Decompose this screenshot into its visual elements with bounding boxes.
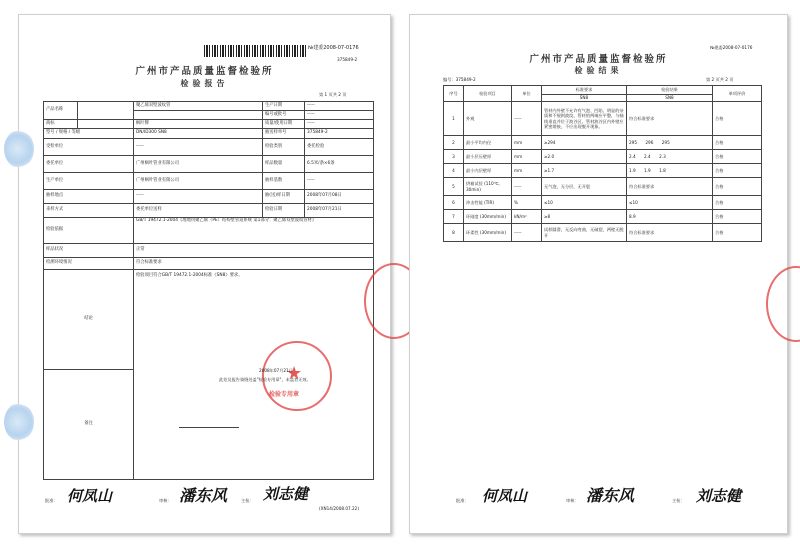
product-name-value: 聚乙烯双壁波纹管 [134,102,263,111]
row-no: 3 [444,150,464,164]
results-reviewer-label: 审核： [566,498,579,503]
sample-status-label: 样品状况 [44,244,134,258]
test-type-value: 委托检验 [305,139,374,156]
row-rating: 合格 [713,210,762,224]
report-form-table [43,101,374,480]
client-value: 广州枫叶管业有限公司 [134,156,263,173]
stamp-label: 检验专用章 [269,391,300,398]
table-row [444,102,762,136]
row-item: 最小内层壁厚 [464,164,512,178]
basis-value: GB/T 19472.1-2004《埋地用聚乙烯（PE）结构壁管道系统 第1部分：聚乙烯双壁波纹管材》 [134,218,374,244]
row-requirement: ≥294 [542,136,627,150]
sub-code: 375849-2 [337,57,358,62]
sample-status-value: 正常 [134,244,374,258]
row-no: 2 [444,136,464,150]
model-value: DN/ID300 SN8 [134,129,263,139]
table-row [444,150,762,164]
model-label: 型号 / 规格 / 等级 [44,129,134,139]
approver-signature: 何凤山 [67,487,113,505]
row-rating: 合格 [713,102,762,136]
client-label: 委托单位 [44,156,134,173]
row-unit: kN/m² [512,210,542,224]
stamp-note-date: 2008年07月21日 [259,368,293,373]
results-serial-code: №建委2008-07-0176 [710,45,753,50]
header-item: 检验项目 [464,86,512,102]
conclusion-cell [134,270,374,480]
row-unit: ----- [512,178,542,196]
test-type-label: 检验类别 [263,139,305,156]
row-rating: 合格 [713,178,762,196]
reviewer-label: 审核： [159,498,172,503]
sample-no-value: 375849-2 [305,129,374,139]
row-requirement: 管材内外壁不允许有气泡、凹陷、明显的杂质和不规则波纹。管材的两端应平整，与轴线垂直并位于波谷区。管材波谷区内外壁应紧密熔接，不应出现脱开现象。 [542,102,627,136]
row-no: 5 [444,178,464,196]
row-unit: mm [512,150,542,164]
results-tester-signature: 刘志健 [696,487,742,505]
row-item: 环刚度 (30mm/min) [464,210,512,224]
row-no: 4 [444,164,464,178]
row-unit: % [512,196,542,210]
sampling-place-value: ----- [134,190,263,204]
tester-label: 主检： [241,498,254,503]
row-rating: 合格 [713,136,762,150]
institute-title: 广州市产品质量监督检验所 [135,66,274,77]
row-requirement: ≥8 [542,210,627,224]
delivery-value: 委托单位送样 [134,204,263,218]
row-unit: mm [512,136,542,150]
delivery-label: 来样方式 [44,204,134,218]
basis-label: 检验依据 [44,218,134,244]
row-unit: ----- [512,102,542,136]
product-name-label: 产品名称 [44,102,78,120]
header-requirement: 标准要求 [542,86,627,95]
test-date-value: 2008年07月21日 [305,204,374,218]
results-page-indicator: 第 2 页共 2 页 [706,77,734,82]
results-approver-signature: 何凤山 [482,487,528,505]
conclusion-value: 检验项目符合GB/T 19472.1-2004标准《SN8》要求。 [136,273,243,278]
row-result: 8.9 [627,210,713,224]
results-table [443,85,762,242]
header-seq: 序号 [444,86,464,102]
row-result: 2.4 2.4 2.3 [627,150,713,164]
footer-code: (XN14/2008.07.22) [319,506,359,511]
manufacturer-label: 生产单位 [44,173,134,190]
table-row [444,178,762,196]
trademark-value: 枫叶牌 [134,120,263,129]
row-item: 外观 [464,102,512,136]
sample-no-label: 抽送样单号 [263,129,305,139]
row-no: 8 [444,224,464,242]
batch-value: ----- [305,111,374,120]
approver-label: 批准： [45,498,58,503]
blank-line [179,427,239,428]
serial-code: №建委2008-07-0176 [308,45,359,51]
manufacturer-value: 广州枫叶管业有限公司 [134,173,263,190]
table-row [444,136,762,150]
reviewer-signature: 潘东风 [179,486,228,505]
row-rating: 合格 [713,164,762,178]
official-stamp [262,341,332,411]
header-sub-requirement: SN8 [542,95,627,102]
document-title: 检验报告 [180,78,229,88]
row-requirement: 试样圆滑，无反向弯曲，无破裂，两壁无脱开 [542,224,627,242]
inspected-unit-label: 受检单位 [44,139,134,156]
row-requirement: ≥2.0 [542,150,627,164]
tester-signature: 刘志健 [263,485,309,503]
test-date-label: 检验日期 [263,204,305,218]
binder-hole-bottom [4,403,34,441]
env-value: 符合标准要求 [134,258,374,270]
row-no: 1 [444,102,464,136]
results-report-no: 编号：375849-2 [443,77,476,82]
row-no: 7 [444,210,464,224]
stamp-note-text: 此处及报告骑缝处盖"检验专用章"，未盖者无效。 [219,377,311,382]
results-tester-label: 主检： [672,498,685,503]
production-date-label: 生产日期 [263,102,305,111]
row-requirement: ≥1.7 [542,164,627,178]
sampling-date-label: 抽(送)样日期 [263,190,305,204]
sample-qty-value: 6.5米/条×6条 [305,156,374,173]
table-row [444,164,762,178]
row-result: 1.9 1.9 1.8 [627,164,713,178]
results-document-title: 检验结果 [574,65,623,75]
row-result: 符合标准要求 [627,102,713,136]
row-rating: 合格 [713,196,762,210]
row-result: 295 296 295 [627,136,713,150]
header-result: 检验结果 [627,86,713,95]
conclusion-label: 结论 [44,270,134,370]
page-indicator: 第 1 页共 2 页 [319,92,347,97]
row-item: 最小平均内径 [464,136,512,150]
trademark-label: 商标 [44,120,78,129]
barcode [204,45,306,57]
header-rating: 单项评价 [713,86,762,102]
row-unit: mm [512,164,542,178]
results-approver-label: 批准： [456,498,469,503]
inspection-report-page [18,14,391,534]
sampling-base-label: 抽样基数 [263,173,305,190]
license-value: ----- [305,120,374,129]
row-no: 6 [444,196,464,210]
row-result: 符合标准要求 [627,178,713,196]
batch-label: 编号或批号 [263,111,305,120]
sample-qty-label: 样品数量 [263,156,305,173]
row-item: 最小层压壁厚 [464,150,512,164]
row-result: 符合标准要求 [627,224,713,242]
header-unit: 单位 [512,86,542,102]
row-rating: 合格 [713,150,762,164]
row-unit: ----- [512,224,542,242]
license-label: 质量/使用日期 [263,120,305,129]
sampling-base-value: ----- [305,173,374,190]
results-reviewer-signature: 潘东风 [586,486,635,505]
row-rating: 合格 [713,224,762,242]
env-label: 检测环境情况 [44,258,134,270]
row-item: 环柔性 (30mm/min) [464,224,512,242]
row-result: ≤10 [627,196,713,210]
results-institute-title: 广州市产品质量监督检验所 [529,54,668,65]
sampling-place-label: 抽样地点 [44,190,134,204]
row-requirement: 无气泡，无分层，无开裂 [542,178,627,196]
inspection-results-page [409,14,788,534]
binder-hole-top [4,130,34,168]
remarks-label: 备注 [44,370,134,480]
table-row [444,224,762,242]
header-sub-result: SN8 [627,95,713,102]
row-item: 烘箱试验 (110℃, 30min) [464,178,512,196]
sampling-date-value: 2008年07月08日 [305,190,374,204]
table-row [444,210,762,224]
production-date-value: ----- [305,102,374,111]
stamp-star-icon: ★ [286,363,303,384]
inspected-unit-value: ----- [134,139,263,156]
row-requirement: ≤10 [542,196,627,210]
table-row [444,196,762,210]
row-item: 冲击性能 (TIR) [464,196,512,210]
